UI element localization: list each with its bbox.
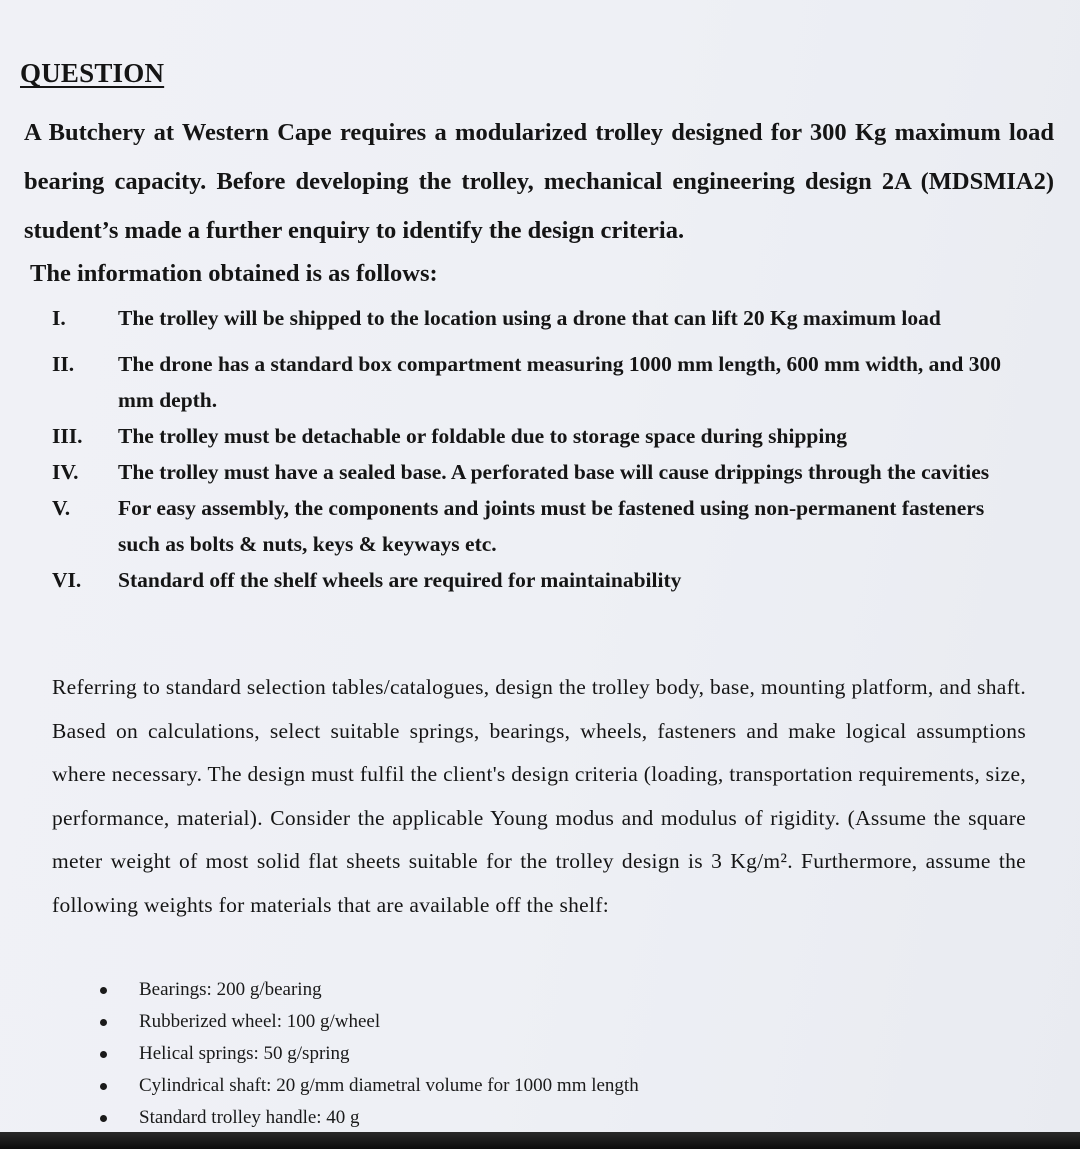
criteria-list [40, 300, 1030, 598]
criteria-text: The trolley will be shipped to the location using a drone that can lift 20 Kg maximum load [118, 306, 941, 330]
criteria-text: The trolley must have a sealed base. A perforated base will cause drippings through the cavities [118, 460, 990, 484]
criteria-item [40, 562, 1030, 598]
list-item [100, 1102, 639, 1134]
instructions-paragraph: Referring to standard selection tables/catalogues, design the trolley body, base, mounting platform, and shaft. Based on calculations, select suitable springs, bearings, wheels, fasteners and make logical assumptions where necessary. The design must fulfil the client's design criteria (loading, transportation requirements, size, performance, material). Consider the applicable Young modus and modulus of rigidity. (Assume the square meter weight of most solid flat sheets suitable for the trolley design is 3 Kg/m². Furthermore, assume the following weights for materials that are available off the shelf: [52, 675, 1026, 917]
weights-list [100, 974, 639, 1134]
weight-text: Helical springs: 50 g/spring [139, 1043, 350, 1064]
criteria-text: The drone has a standard box compartment measuring 1000 mm length, 600 mm width, and 300 mm depth. [118, 352, 1001, 412]
bullet-icon [100, 987, 107, 994]
criteria-number: III. [52, 424, 83, 448]
criteria-item [40, 454, 1030, 490]
bullet-icon [100, 1019, 107, 1026]
bullet-icon [100, 1083, 107, 1090]
criteria-number: I. [52, 306, 66, 330]
criteria-item [40, 346, 1030, 418]
criteria-number: IV. [52, 460, 79, 484]
criteria-text: Standard off the shelf wheels are required for maintainability [118, 568, 682, 592]
criteria-item [40, 300, 1030, 336]
criteria-item [40, 490, 1030, 562]
weight-text: Rubberized wheel: 100 g/wheel [139, 1011, 381, 1032]
list-item [100, 1070, 639, 1102]
criteria-number: V. [52, 496, 71, 520]
weight-text: Standard trolley handle: 40 g [139, 1107, 360, 1128]
question-heading: QUESTION [20, 58, 165, 88]
intro-paragraph [24, 108, 1054, 255]
bullet-icon [100, 1115, 107, 1122]
list-item [100, 1006, 639, 1038]
criteria-text: The trolley must be detachable or foldable due to storage space during shipping [118, 424, 848, 448]
criteria-number: II. [52, 352, 75, 376]
criteria-item [40, 418, 1030, 454]
intro-text: A Butchery at Western Cape requires a modularized trolley designed for 300 Kg maximum load bearing capacity. Before developing the trolley, mechanical engineering design 2A (MDSMIA2) student’s made a further enquiry to identify the design criteria. [24, 119, 1054, 244]
criteria-number: VI. [52, 568, 82, 592]
info-line: The information obtained is as follows: [30, 260, 438, 287]
criteria-text: For easy assembly, the components and joints must be fastened using non-permanent fasteners such as bolts & nuts, keys & keyways etc. [118, 496, 985, 556]
list-item [100, 1038, 639, 1070]
bullet-icon [100, 1051, 107, 1058]
weight-text: Cylindrical shaft: 20 g/mm diametral volume for 1000 mm length [139, 1075, 639, 1096]
list-item [100, 974, 639, 1006]
weight-text: Bearings: 200 g/bearing [139, 979, 322, 1000]
page-bottom-edge [0, 1132, 1080, 1149]
